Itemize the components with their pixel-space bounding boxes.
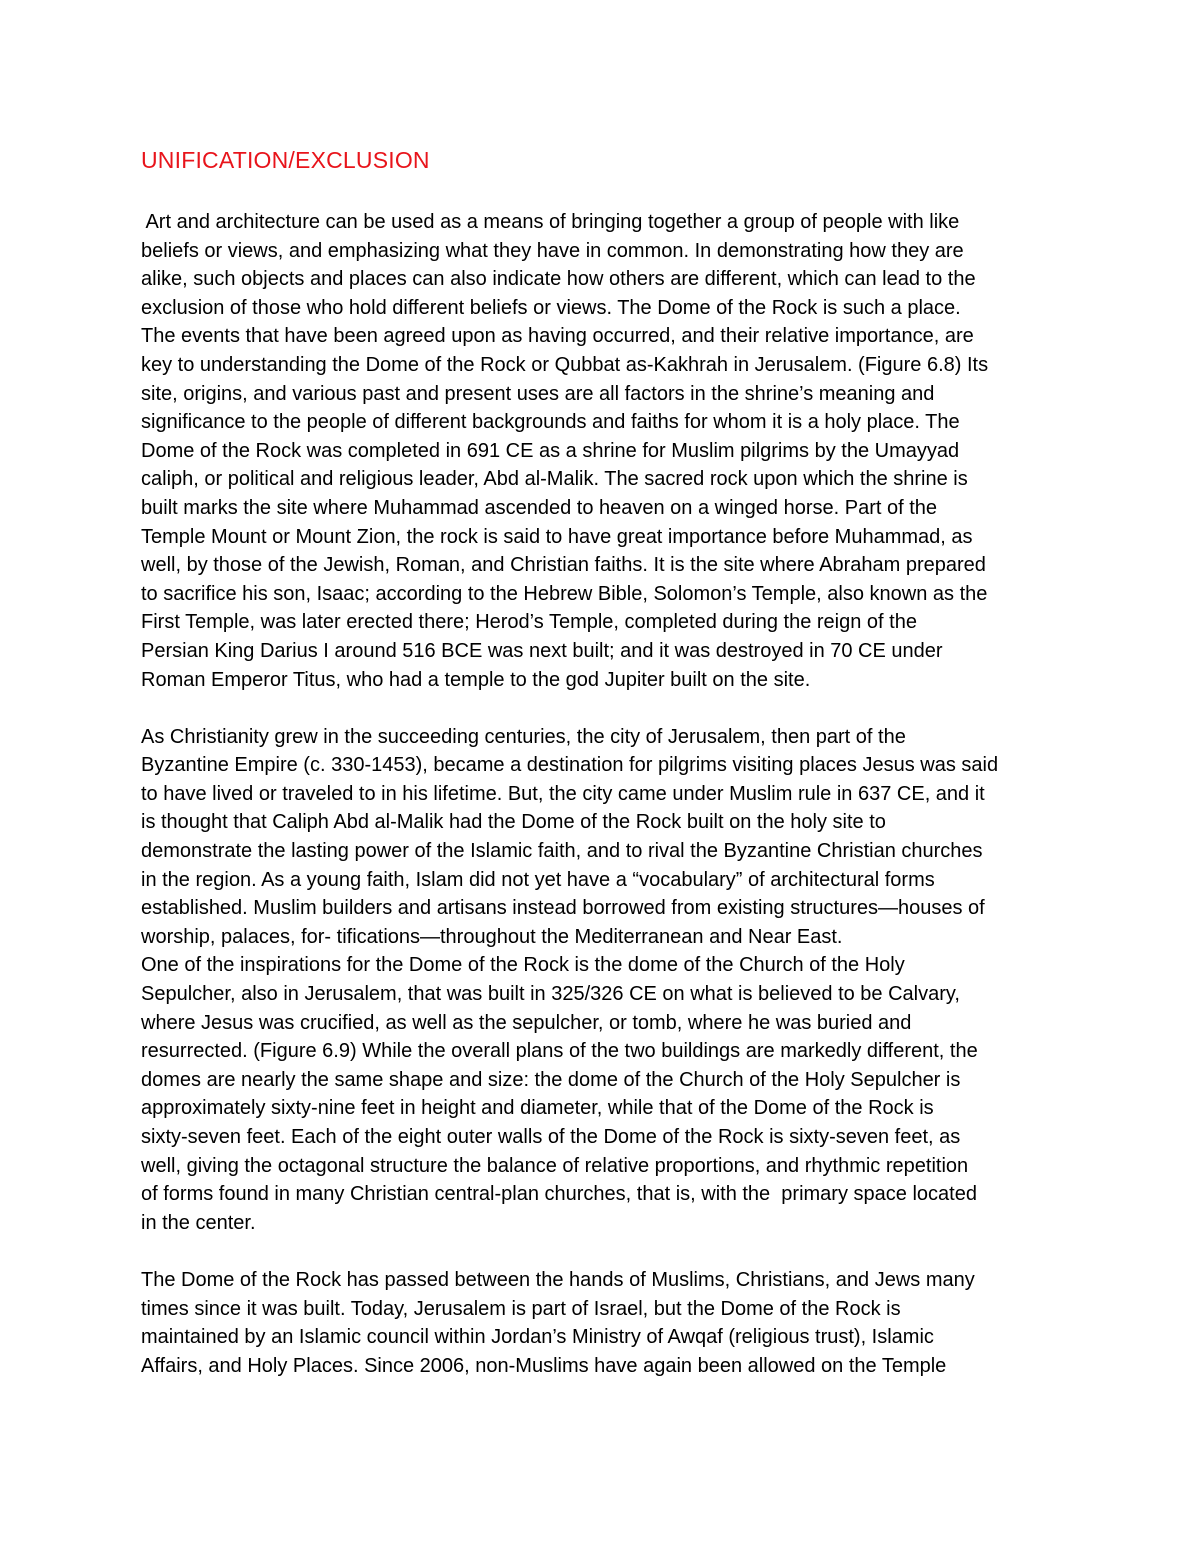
text-line: approximately sixty-nine feet in height and diameter, while that of the Dome of the Rock is	[141, 1097, 934, 1120]
paragraph-spacer	[141, 1237, 1071, 1266]
text-line: The Dome of the Rock has passed between the hands of Muslims, Christians, and Jews many	[141, 1268, 975, 1291]
text-line: site, origins, and various past and present uses are all factors in the shrine’s meaning and	[141, 382, 935, 405]
text-line: demonstrate the lasting power of the Islamic faith, and to rival the Byzantine Christian churches	[141, 840, 983, 863]
text-line: well, giving the octagonal structure the balance of relative proportions, and rhythmic repetition	[141, 1154, 969, 1177]
paragraph-3	[141, 1266, 1071, 1380]
text-line: Temple Mount or Mount Zion, the rock is said to have great importance before Muhammad, as	[141, 525, 973, 548]
document-body	[141, 208, 1071, 1380]
text-line: of forms found in many Christian central-plan churches, that is, with the primary space located	[141, 1183, 977, 1206]
text-line: alike, such objects and places can also indicate how others are different, which can lead to the	[141, 268, 976, 291]
text-line: to sacrifice his son, Isaac; according to the Hebrew Bible, Solomon’s Temple, also known as the	[141, 582, 988, 605]
text-line: The events that have been agreed upon as having occurred, and their relative importance, are	[141, 325, 974, 348]
text-line: in the center.	[141, 1211, 256, 1234]
text-line: established. Muslim builders and artisans instead borrowed from existing structures—houses of	[141, 897, 985, 920]
paragraph-2	[141, 723, 1071, 1238]
text-line: is thought that Caliph Abd al-Malik had the Dome of the Rock built on the holy site to	[141, 811, 886, 834]
text-line: sixty-seven feet. Each of the eight outer walls of the Dome of the Rock is sixty-seven feet, as	[141, 1126, 961, 1148]
text-line: domes are nearly the same shape and size: the dome of the Church of the Holy Sepulcher is	[141, 1068, 961, 1091]
paragraph-spacer	[141, 694, 1071, 723]
text-line: built marks the site where Muhammad ascended to heaven on a winged horse. Part of the	[141, 496, 938, 519]
text-line: where Jesus was crucified, as well as the sepulcher, or tomb, where he was buried and	[141, 1011, 912, 1034]
text-line: First Temple, was later erected there; Herod’s Temple, completed during the reign of the	[141, 611, 917, 634]
text-line: Art and architecture can be used as a means of bringing together a group of people with like	[141, 211, 960, 233]
text-line: One of the inspirations for the Dome of the Rock is the dome of the Church of the Holy	[141, 954, 905, 977]
text-line: Persian King Darius I around 516 BCE was next built; and it was destroyed in 70 CE under	[141, 639, 943, 662]
text-line: Roman Emperor Titus, who had a temple to the god Jupiter built on the site.	[141, 668, 811, 691]
text-line: well, by those of the Jewish, Roman, and Christian faiths. It is the site where Abraham prepared	[141, 554, 986, 577]
text-line: resurrected. (Figure 6.9) While the overall plans of the two buildings are markedly different, the	[141, 1040, 978, 1063]
text-line: significance to the people of different backgrounds and faiths for whom it is a holy place. The	[141, 411, 960, 434]
text-line: Sepulcher, also in Jerusalem, that was built in 325/326 CE on what is believed to be Calvary,	[141, 983, 960, 1006]
text-line: worship, palaces, for- tifications—throughout the Mediterranean and Near East.	[141, 925, 843, 948]
text-line: Dome of the Rock was completed in 691 CE as a shrine for Muslim pilgrims by the Umayyad	[141, 439, 960, 462]
paragraph-1	[141, 208, 1071, 694]
text-line: times since it was built. Today, Jerusalem is part of Israel, but the Dome of the Rock is	[141, 1297, 901, 1320]
text-line: exclusion of those who hold different beliefs or views. The Dome of the Rock is such a place.	[141, 296, 961, 319]
text-line: maintained by an Islamic council within Jordan’s Ministry of Awqaf (religious trust), Islamic	[141, 1326, 934, 1349]
document-title: UNIFICATION/EXCLUSION	[141, 147, 430, 173]
text-line: As Christianity grew in the succeeding centuries, the city of Jerusalem, then part of the	[141, 725, 906, 748]
text-line: caliph, or political and religious leader, Abd al-Malik. The sacred rock upon which the shrine is	[141, 468, 968, 491]
text-line: key to understanding the Dome of the Rock or Qubbat as-Kakhrah in Jerusalem. (Figure 6.8) Its	[141, 353, 989, 376]
text-line: to have lived or traveled to in his lifetime. But, the city came under Muslim rule in 637 CE, and it	[141, 782, 985, 805]
text-line: Byzantine Empire (c. 330-1453), became a destination for pilgrims visiting places Jesus was said	[141, 754, 999, 777]
text-line: in the region. As a young faith, Islam did not yet have a “vocabulary” of architectural forms	[141, 868, 935, 891]
text-line: beliefs or views, and emphasizing what they have in common. In demonstrating how they are	[141, 239, 964, 262]
text-line: Affairs, and Holy Places. Since 2006, non-Muslims have again been allowed on the Temple	[141, 1354, 947, 1377]
